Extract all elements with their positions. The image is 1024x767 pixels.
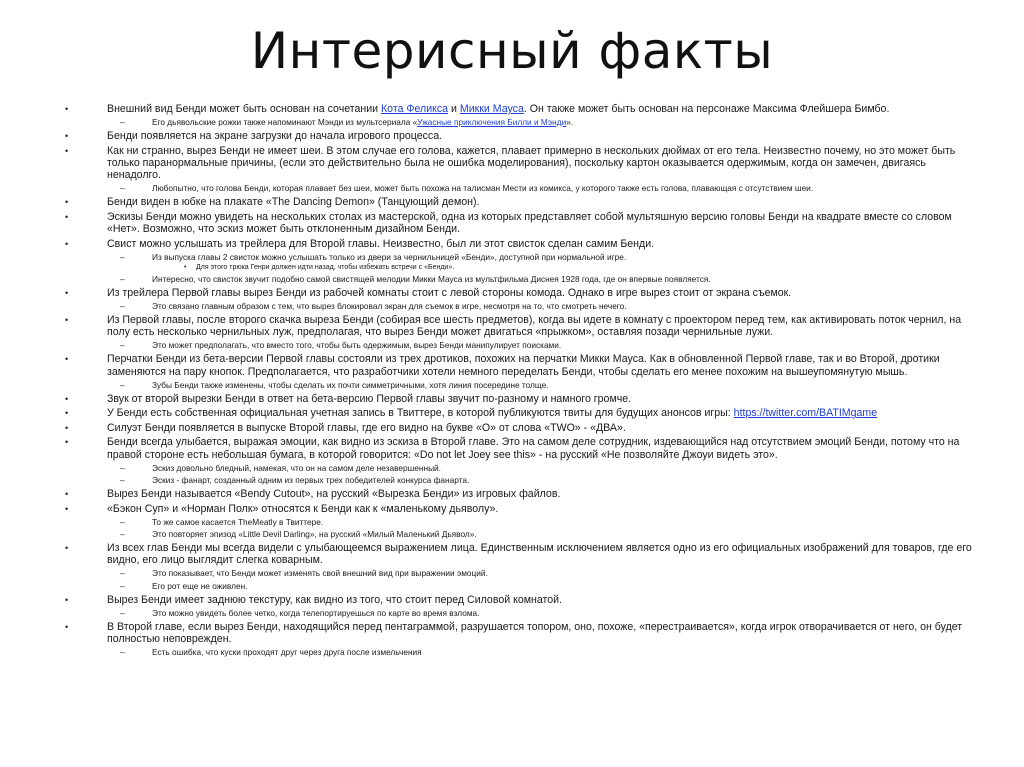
list-item-text: [152, 274, 711, 284]
bullet-icon: •: [65, 594, 69, 605]
list-item-level-2: [62, 117, 972, 128]
bullet-icon: •: [65, 130, 69, 141]
slide-title: Интерисный факты: [250, 22, 774, 80]
list-item-level-1: [62, 314, 972, 339]
bullet-icon: •: [65, 489, 69, 500]
text-segment: ».: [566, 117, 574, 128]
list-item-level-1: [62, 621, 972, 646]
dash-bullet-icon: –: [120, 475, 125, 486]
list-item-level-2: [62, 380, 972, 391]
dash-bullet-icon: –: [120, 516, 125, 527]
list-item-text: [107, 422, 626, 434]
list-item-text: [152, 475, 469, 485]
text-segment: В Второй главе, если вырез Бенди, находящийся перед пентаграммой, разрушается топором, оно, похоже, «перестраивается», когда игрок отворачивается от него, он будет полностью неповрежден.: [107, 620, 963, 645]
hyperlink[interactable]: Кота Феликса: [381, 103, 449, 115]
list-item-text: [107, 393, 631, 405]
dash-bullet-icon: –: [120, 568, 125, 579]
list-item-text: [152, 252, 626, 262]
bullet-icon: •: [65, 145, 69, 156]
text-segment: Это может предполагать, что вместо того, чтобы быть одержимым, вырез Бенди манипулирует поисками.: [152, 340, 562, 351]
list-item-level-1: [62, 103, 972, 115]
list-item-level-1: [62, 238, 972, 250]
dash-bullet-icon: –: [120, 462, 125, 473]
list-item-level-1: [62, 211, 972, 236]
list-item-level-1: [62, 130, 972, 142]
list-item-level-2: [62, 301, 972, 312]
list-item-text: [152, 647, 422, 657]
text-segment: Внешний вид Бенди может быть основан на сочетании: [107, 103, 382, 115]
dash-bullet-icon: –: [120, 379, 125, 390]
list-item-level-2: [62, 340, 972, 351]
list-item-level-2: [62, 183, 972, 194]
text-segment: Для этого трюка Генри должен идти назад, чтобы избежать встречи с «Бенди».: [196, 264, 455, 272]
text-segment: Вырез Бенди называется «Bendy Cutout», на русский «Вырезка Бенди» из игровых файлов.: [107, 488, 561, 501]
list-item-level-1: [62, 407, 972, 419]
bullet-icon: •: [65, 393, 69, 404]
text-segment: Бенди появляется на экране загрузки до начала игрового процесса.: [107, 129, 443, 142]
bullet-list: [62, 103, 972, 658]
list-item-text: [152, 340, 561, 350]
list-item-text: [107, 130, 442, 142]
bullet-icon: •: [65, 408, 69, 419]
list-item-level-1: [62, 196, 972, 208]
text-segment: Его рот еще не оживлен.: [152, 580, 248, 591]
list-item-text: [107, 621, 962, 645]
bullet-icon: •: [65, 197, 69, 208]
text-segment: Вырез Бенди имеет заднюю текстуру, как видно из того, что стоит перед Силовой комнатой.: [107, 593, 563, 606]
text-segment: Есть ошибка, что куски проходят друг через друга после измельчения: [152, 647, 422, 658]
text-segment: Это повторяет эпизод «Little Devil Darling», на русский «Милый Маленький Дьявол».: [152, 529, 477, 540]
list-item-text: [196, 264, 454, 271]
list-item-text: [152, 301, 627, 311]
list-item-text: [152, 463, 441, 473]
text-segment: «Бэкон Суп» и «Норман Полк» относятся к Бенди как к «маленькому дьяволу».: [107, 502, 499, 515]
list-item-text: [152, 380, 549, 390]
list-item-level-1: [62, 287, 972, 299]
hyperlink[interactable]: https://twitter.com/BATIMgame: [733, 407, 878, 420]
text-segment: Это показывает, что Бенди может изменять свой внешний вид при выражении эмоций.: [152, 568, 488, 579]
text-segment: Из выпуска главы 2 свисток можно услышать только из двери за чернильницей «Бенди», доступной при нормальной игре.: [152, 251, 627, 262]
text-segment: Как ни странно, вырез Бенди не имеет шеи. В этом случае его голова, кажется, плавает примерно в нескольких дюймах от его тела. Неизвестно почему, но это может быть только паранормальные причины, (если это действительно была не ошибка моделирования), поскольку картон оказывается одержимым, когда он замечен, двигаясь ненадолго.: [107, 144, 956, 182]
text-segment: Его дьявольские рожки также напоминают Мэнди из мультсериала «: [152, 117, 418, 128]
bullet-icon: •: [65, 422, 69, 433]
list-item-level-2: [62, 274, 972, 285]
dash-bullet-icon: –: [120, 529, 125, 540]
list-item-text: [152, 608, 479, 618]
list-item-text: [152, 568, 488, 578]
text-segment: Перчатки Бенди из бета-версии Первой главы состояли из трех дротиков, похожих на перчатки Микки Мауса. Как в обновленной Первой главе, так и во Второй, дротики заменяются на пару кнопок. Предполагается, что разработчики хотели немного переделать Бенди, чтобы сделать его менее похожим на вышеупомянутую мышь.: [107, 353, 940, 378]
list-item-level-1: [62, 145, 972, 182]
text-segment: Эскизы Бенди можно увидеть на нескольких столах из мастерской, одна из которых представляет собой мультяшную версию головы Бенди на квадрате вместе со словом «Нет». Возможно, что эскиз может быть отклоненным дизайном Бенди.: [107, 210, 952, 236]
list-item-level-2: [62, 475, 972, 486]
list-item-level-1: [62, 422, 972, 434]
bullet-icon: •: [65, 315, 69, 325]
dash-bullet-icon: –: [120, 301, 125, 312]
list-item-text: [152, 117, 573, 127]
bullet-icon: •: [65, 437, 69, 448]
list-item-level-1: [62, 594, 972, 606]
bullet-icon: •: [65, 104, 69, 114]
list-item-text: [107, 542, 972, 566]
list-item-level-2: [62, 608, 972, 619]
bullet-icon: •: [65, 238, 69, 249]
text-segment: Бенди виден в юбке на плакате «The Dancing Demon» (Танцующий демон).: [107, 196, 480, 209]
list-item-level-1: [62, 353, 972, 378]
hyperlink[interactable]: Микки Мауса: [459, 103, 524, 115]
list-item-level-1: [62, 436, 972, 461]
dash-bullet-icon: –: [120, 647, 125, 658]
list-item-level-3: [62, 263, 972, 272]
text-segment: Бенди всегда улыбается, выражая эмоции, как видно из эскиза в Второй главе. Это на самом деле сотрудник, издевающийся над отсутствием эмоций Бенди, потому что на правой стороне есть небольшая бумага, в которой говорится: «Do not let Joey see this» - на русский «Не позволяйте Джоуи видеть это».: [107, 436, 960, 461]
bullet-icon: •: [65, 211, 69, 222]
list-item-level-2: [62, 252, 972, 263]
bullet-icon: •: [184, 264, 187, 272]
list-item-text: [107, 103, 889, 115]
text-segment: Из трейлера Первой главы вырез Бенди из рабочей комнаты стоит с левой стороны комода. Однако в игре вырез стоит от экрана съемок.: [107, 287, 792, 300]
list-item-text: [107, 407, 877, 419]
dash-bullet-icon: –: [120, 580, 125, 591]
list-item-text: [107, 353, 940, 377]
list-item-level-2: [62, 529, 972, 540]
list-item-level-1: [62, 393, 972, 405]
list-item-level-2: [62, 517, 972, 528]
text-segment: Свист можно услышать из трейлера для Второй главы. Неизвестно, был ли этот свисток сделан самим Бенди.: [107, 237, 655, 250]
list-item-level-2: [62, 568, 972, 579]
list-item-text: [107, 594, 562, 606]
list-item-text: [107, 145, 955, 182]
list-item-text: [107, 211, 952, 235]
dash-bullet-icon: –: [120, 274, 125, 285]
text-segment: Из всех глав Бенди мы всегда видели с улыбающеемся выражением лица. Единственным исключением является одно из его официальных изображений для товаров, где его видно, его лицо выглядит слегка коварным.: [107, 541, 972, 567]
list-item-text: [107, 287, 791, 299]
list-item-text: [107, 196, 479, 208]
bullet-icon: •: [65, 542, 69, 553]
list-item-level-2: [62, 647, 972, 658]
text-segment: Эскиз довольно бледный, намекая, что он на самом деле незавершенный.: [152, 462, 441, 473]
list-item-text: [107, 314, 961, 338]
list-item-text: [152, 517, 323, 527]
text-segment: Эскиз - фанарт, созданный одним из первых трех победителей конкурса фанарта.: [152, 475, 470, 486]
text-segment: Это связано главным образом с тем, что вырез блокировал экран для съемок в игре, несмотря на то, что смотреть нечего.: [152, 301, 627, 312]
dash-bullet-icon: –: [120, 251, 125, 262]
text-segment: То же самое касается TheMeatly в Твиттере.: [152, 516, 324, 527]
dash-bullet-icon: –: [120, 117, 125, 128]
list-item-level-2: [62, 463, 972, 474]
dash-bullet-icon: –: [120, 607, 125, 618]
text-segment: Из Первой главы, после второго скачка выреза Бенди (собирая все шесть предметов), когда вы идете в комнату с проектором перед тем, как активировать поток чернил, на полу есть несколько чернильных луж, предполагая, что вырез Бенди может двигаться «прыжком», оставляя позади чернильные лужи.: [107, 314, 962, 339]
text-segment: Силуэт Бенди появляется в выпуске Второй главы, где его видно на букве «О» от слова «TWO» - «ДВА».: [107, 421, 626, 434]
list-item-text: [152, 529, 477, 539]
list-item-text: [107, 503, 498, 515]
dash-bullet-icon: –: [120, 340, 125, 351]
dash-bullet-icon: –: [120, 183, 125, 194]
list-item-level-1: [62, 488, 972, 500]
list-item-text: [107, 436, 959, 460]
text-segment: Любопытно, что голова Бенди, которая плавает без шеи, может быть похожа на талисман Мести из комикса, у которого также есть голова, плавающая с отсутствием шеи.: [152, 183, 814, 194]
list-item-level-1: [62, 503, 972, 515]
list-item-level-1: [62, 542, 972, 567]
bullet-icon: •: [65, 621, 69, 632]
text-segment: . Он также может быть основан на персонаже Максима Флейшера Бимбо.: [523, 103, 890, 115]
bullet-icon: •: [65, 288, 69, 299]
list-item-text: [152, 183, 813, 193]
list-item-level-2: [62, 581, 972, 592]
list-item-text: [107, 238, 654, 250]
text-segment: У Бенди есть собственная официальная учетная запись в Твиттере, в которой публикуются твиты для будущих анонсов игры:: [107, 407, 734, 420]
list-item-text: [152, 581, 247, 591]
hyperlink[interactable]: Ужасные приключения Билли и Мэнди: [417, 117, 567, 128]
text-segment: Интересно, что свисток звучит подобно самой свистящей мелодии Микки Мауса из мультфильма Диснея 1928 года, где он впервые появляется.: [152, 274, 711, 285]
list-item-text: [107, 488, 560, 500]
text-segment: Звук от второй вырезки Бенди в ответ на бета-версию Первой главы звучит по-разному и намного громче.: [107, 392, 632, 405]
bullet-icon: •: [65, 354, 69, 365]
text-segment: и: [448, 103, 460, 115]
bullet-icon: •: [65, 503, 69, 514]
text-segment: Зубы Бенди также изменены, чтобы сделать их почти симметричными, хотя линия посередине толще.: [152, 379, 549, 390]
text-segment: Это можно увидеть более четко, когда телепортируешься по карте во время взлома.: [152, 607, 480, 618]
